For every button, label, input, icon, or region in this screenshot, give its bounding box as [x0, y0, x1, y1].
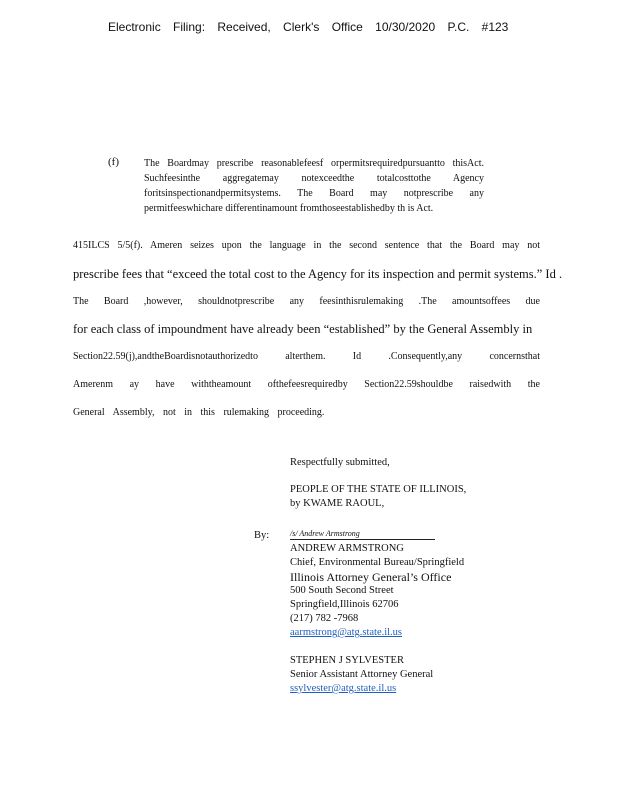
- body-line-7: General Assembly, not in this rulemaking proceeding.: [73, 407, 325, 418]
- signer-name: ANDREW ARMSTRONG: [290, 543, 404, 554]
- by-attorney-general: by KWAME RAOUL,: [290, 498, 385, 509]
- second-signer-title: Senior Assistant Attorney General: [290, 669, 434, 680]
- office-name: Illinois Attorney General’s Office: [290, 570, 452, 584]
- body-line-4: for each class of impoundment have already been “established” by the General Assembly in: [73, 322, 533, 336]
- address-line-2: Springfield,Illinois 62706: [290, 599, 399, 610]
- closing: Respectfully submitted,: [290, 457, 390, 468]
- body-line-5: Section22.59(j),andtheBoardisnotauthorizedto alterthem. Id .Consequently,any concernsthat: [73, 351, 540, 362]
- e-signature: /s/ Andrew Armstrong: [290, 529, 435, 540]
- quote-subsection-label: (f): [108, 156, 119, 168]
- email-link-1[interactable]: aarmstrong@atg.state.il.us: [290, 627, 403, 638]
- signer-title: Chief, Environmental Bureau/Springfield: [290, 557, 465, 568]
- body-line-3: The Board ,however, shouldnotprescribe any feesinthisrulemaking .The amountsoffees due: [73, 296, 540, 307]
- body-line-2: prescribe fees that “exceed the total cost to the Agency for its inspection and permit systems.” Id .: [73, 267, 563, 281]
- body-line-6: Amerenm ay have withtheamount ofthefeesrequiredby Section22.59shouldbe raisedwith the: [73, 379, 540, 390]
- body-line-1: 415ILCS 5/5(f). Ameren seizes upon the language in the second sentence that the Board may not: [73, 240, 540, 251]
- address-line-1: 500 South Second Street: [290, 585, 394, 596]
- email-link-2[interactable]: ssylvester@atg.state.il.us: [290, 683, 397, 694]
- by-label: By:: [254, 530, 270, 541]
- party-name: PEOPLE OF THE STATE OF ILLINOIS,: [290, 484, 467, 495]
- second-signer-name: STEPHEN J SYLVESTER: [290, 655, 404, 666]
- phone-number: (217) 782 -7968: [290, 613, 359, 624]
- statute-quote: The Boardmay prescribe reasonablefeesf orpermitsrequiredpursuantto thisAct. Suchfeesinthe aggregatemay notexceedthe totalcosttothe Agency foritsinspectionandpermitsystems. The Board may notprescribe any permitfeeswhichare differentinamount fromthoseestablishedby th is Act.: [144, 158, 484, 214]
- filing-header: Electronic Filing: Received, Clerk's Office 10/30/2020 P.C. #123: [108, 20, 509, 34]
